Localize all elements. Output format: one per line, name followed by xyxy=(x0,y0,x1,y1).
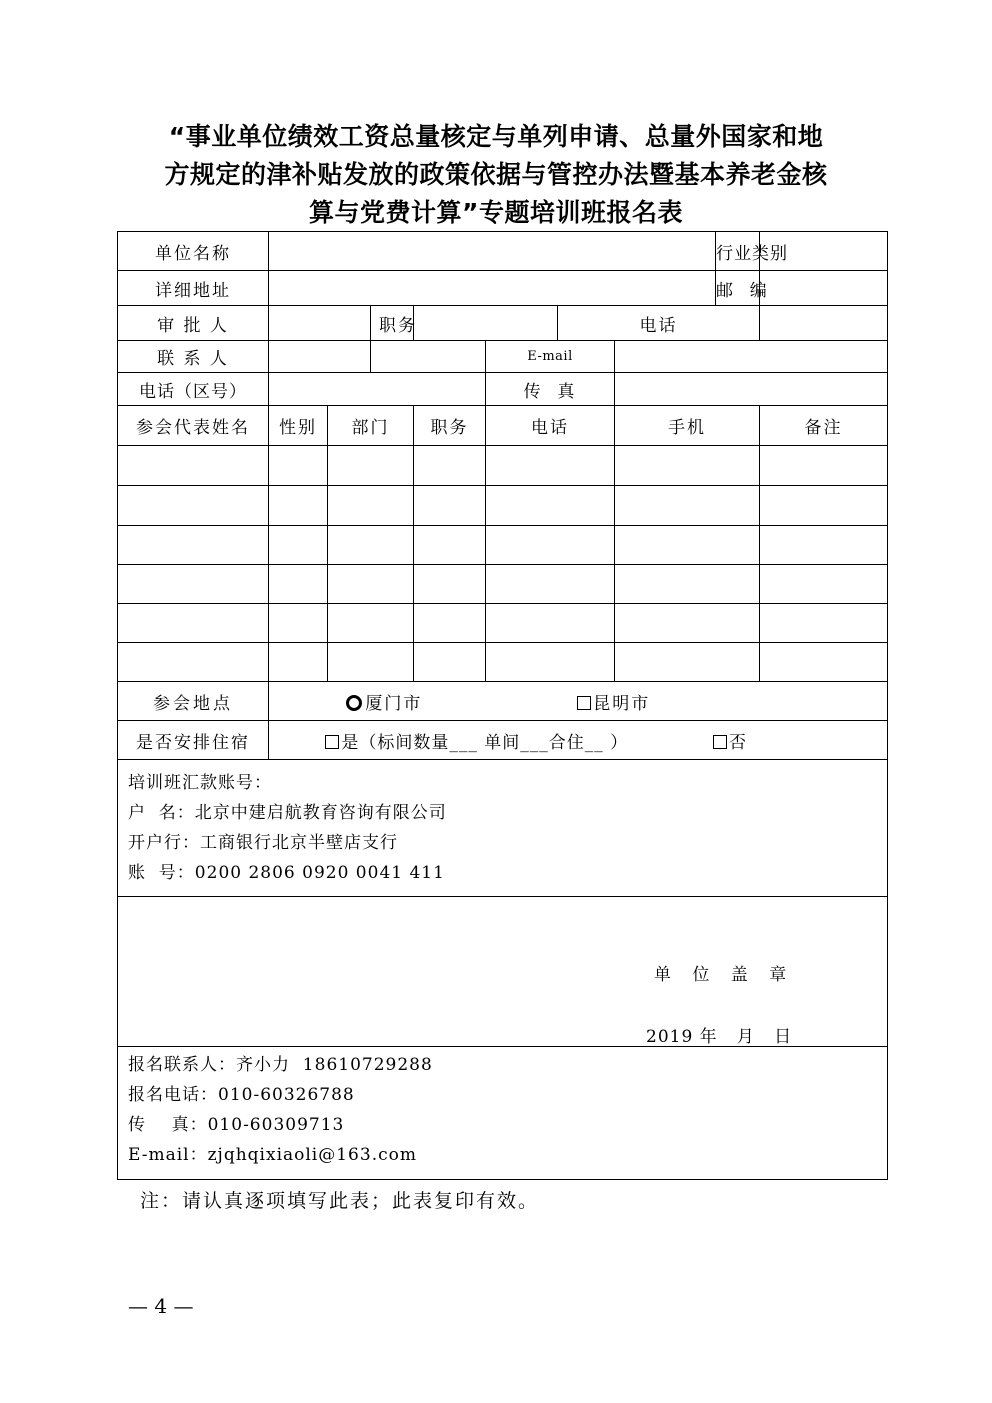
attendee-position-cell[interactable] xyxy=(414,486,486,526)
account-bank: 开户行：工商银行北京半壁店支行 xyxy=(128,833,398,853)
attendee-mobile-cell[interactable] xyxy=(615,446,760,486)
attendee-gender-cell[interactable] xyxy=(269,486,328,526)
attendee-remarks-cell[interactable] xyxy=(760,486,888,526)
attendee-name-cell[interactable] xyxy=(118,526,269,565)
phone-area-field[interactable] xyxy=(269,373,486,406)
account-title: 培训班汇款账号： xyxy=(128,773,272,793)
attendee-remarks-cell[interactable] xyxy=(760,565,888,604)
registration-info xyxy=(118,1047,888,1180)
attendee-department-cell[interactable] xyxy=(328,643,414,682)
attendee-gender-cell[interactable] xyxy=(269,643,328,682)
registration-phone: 报名电话：010-60326788 xyxy=(128,1085,355,1105)
attendee-row xyxy=(118,565,888,604)
row-venue xyxy=(118,682,888,721)
attendee-remarks-cell[interactable] xyxy=(760,526,888,565)
checkbox-icon xyxy=(325,735,339,749)
account-number: 账 号：0200 2806 0920 0041 411 xyxy=(128,863,445,883)
row-contact xyxy=(118,341,888,373)
account-info xyxy=(118,760,888,897)
approver-position-field[interactable] xyxy=(414,306,558,341)
contact-field[interactable] xyxy=(269,341,371,373)
fax-label: 传 真 xyxy=(486,373,615,406)
unit-name-label: 单位名称 xyxy=(118,232,269,271)
attendee-phone-cell[interactable] xyxy=(486,486,615,526)
unit-name-field[interactable] xyxy=(269,232,716,271)
venue-xiamen-radio[interactable] xyxy=(346,694,422,714)
lodging-no-label: 否 xyxy=(729,732,748,753)
row-account xyxy=(118,760,888,897)
row-approver xyxy=(118,306,888,341)
attendee-phone-cell[interactable] xyxy=(486,643,615,682)
radio-selected-icon xyxy=(346,695,362,711)
attendee-position-cell[interactable] xyxy=(414,446,486,486)
approver-label: 审 批 人 xyxy=(118,306,269,341)
header-position: 职务 xyxy=(414,406,486,446)
venue-kunming-checkbox[interactable] xyxy=(577,694,650,714)
header-name: 参会代表姓名 xyxy=(118,406,269,446)
attendee-name-cell[interactable] xyxy=(118,565,269,604)
attendee-department-cell[interactable] xyxy=(328,526,414,565)
attendee-phone-cell[interactable] xyxy=(486,446,615,486)
address-field[interactable] xyxy=(269,271,716,306)
seal-label: 单 位 盖 章 xyxy=(654,965,795,985)
attendee-position-cell[interactable] xyxy=(414,526,486,565)
registration-contact: 报名联系人：齐小力 18610729288 xyxy=(128,1055,433,1075)
postcode-label: 邮 编 xyxy=(716,271,760,306)
form-title xyxy=(100,118,892,232)
attendee-remarks-cell[interactable] xyxy=(760,446,888,486)
contact-label: 联 系 人 xyxy=(118,341,269,373)
header-mobile: 手机 xyxy=(615,406,760,446)
registration-email: E-mail：zjqhqixiaoli@163.com xyxy=(128,1145,417,1165)
attendee-gender-cell[interactable] xyxy=(269,526,328,565)
venue-label: 参会地点 xyxy=(118,682,269,721)
attendee-row xyxy=(118,486,888,526)
seal-area xyxy=(118,897,888,1047)
header-remarks: 备注 xyxy=(760,406,888,446)
row-seal xyxy=(118,897,888,1047)
fax-field[interactable] xyxy=(615,373,888,406)
attendee-gender-cell[interactable] xyxy=(269,604,328,643)
account-name: 户 名：北京中建启航教育咨询有限公司 xyxy=(128,803,447,823)
checkbox-icon xyxy=(577,696,591,710)
approver-phone-label: 电话 xyxy=(558,306,760,341)
lodging-options xyxy=(269,721,888,760)
attendee-phone-cell[interactable] xyxy=(486,526,615,565)
checkbox-icon xyxy=(713,735,727,749)
attendee-mobile-cell[interactable] xyxy=(615,526,760,565)
attendee-mobile-cell[interactable] xyxy=(615,565,760,604)
lodging-yes-label: 是（标间数量___ 单间___合住__ ） xyxy=(341,732,629,753)
registration-form xyxy=(117,231,888,1180)
attendee-position-cell[interactable] xyxy=(414,643,486,682)
attendee-row xyxy=(118,526,888,565)
industry-label: 行业类别 xyxy=(716,232,760,271)
address-label: 详细地址 xyxy=(118,271,269,306)
attendee-header-row xyxy=(118,406,888,446)
approver-position-label: 职务 xyxy=(371,306,414,341)
attendee-row xyxy=(118,446,888,486)
attendee-department-cell[interactable] xyxy=(328,604,414,643)
attendee-position-cell[interactable] xyxy=(414,604,486,643)
seal-date: 2019 年 月 日 xyxy=(646,1027,793,1047)
attendee-remarks-cell[interactable] xyxy=(760,604,888,643)
header-department: 部门 xyxy=(328,406,414,446)
attendee-row xyxy=(118,643,888,682)
attendee-department-cell[interactable] xyxy=(328,565,414,604)
attendee-phone-cell[interactable] xyxy=(486,565,615,604)
approver-phone-field[interactable] xyxy=(760,306,888,341)
phone-area-label: 电话（区号） xyxy=(118,373,269,406)
email-field[interactable] xyxy=(615,341,888,373)
row-lodging xyxy=(118,721,888,760)
title-line-3: 算与党费计算”专题培训班报名表 xyxy=(309,198,683,227)
page-number: — 4 — xyxy=(128,1294,194,1318)
footer-note: 注：请认真逐项填写此表；此表复印有效。 xyxy=(140,1190,540,1212)
lodging-no-checkbox[interactable] xyxy=(713,733,747,753)
postcode-field[interactable] xyxy=(760,271,888,306)
lodging-label: 是否安排住宿 xyxy=(118,721,269,760)
approver-field[interactable] xyxy=(269,306,371,341)
email-label: E-mail xyxy=(486,341,615,373)
attendee-department-cell[interactable] xyxy=(328,486,414,526)
row-unit xyxy=(118,232,888,271)
header-phone: 电话 xyxy=(486,406,615,446)
attendee-gender-cell[interactable] xyxy=(269,446,328,486)
attendee-name-cell[interactable] xyxy=(118,643,269,682)
attendee-remarks-cell[interactable] xyxy=(760,643,888,682)
attendee-gender-cell[interactable] xyxy=(269,565,328,604)
registration-fax: 传 真：010-60309713 xyxy=(128,1115,345,1135)
venue-xiamen-label: 厦门市 xyxy=(365,693,423,714)
lodging-yes-checkbox[interactable] xyxy=(325,733,628,753)
row-registration xyxy=(118,1047,888,1180)
attendee-mobile-cell[interactable] xyxy=(615,643,760,682)
attendee-phone-cell[interactable] xyxy=(486,604,615,643)
attendee-row xyxy=(118,604,888,643)
attendee-mobile-cell[interactable] xyxy=(615,486,760,526)
title-line-2: 方规定的津补贴发放的政策依据与管控办法暨基本养老金核 xyxy=(164,160,828,189)
attendee-department-cell[interactable] xyxy=(328,446,414,486)
attendee-name-cell[interactable] xyxy=(118,604,269,643)
attendee-name-cell[interactable] xyxy=(118,486,269,526)
attendee-mobile-cell[interactable] xyxy=(615,604,760,643)
venue-kunming-label: 昆明市 xyxy=(593,693,651,714)
row-address xyxy=(118,271,888,306)
title-line-1: “事业单位绩效工资总量核定与单列申请、总量外国家和地 xyxy=(168,122,824,151)
attendee-position-cell[interactable] xyxy=(414,565,486,604)
contact-extra-field[interactable] xyxy=(371,341,486,373)
row-phone-fax xyxy=(118,373,888,406)
attendee-name-cell[interactable] xyxy=(118,446,269,486)
header-gender: 性别 xyxy=(269,406,328,446)
venue-options xyxy=(269,682,888,721)
